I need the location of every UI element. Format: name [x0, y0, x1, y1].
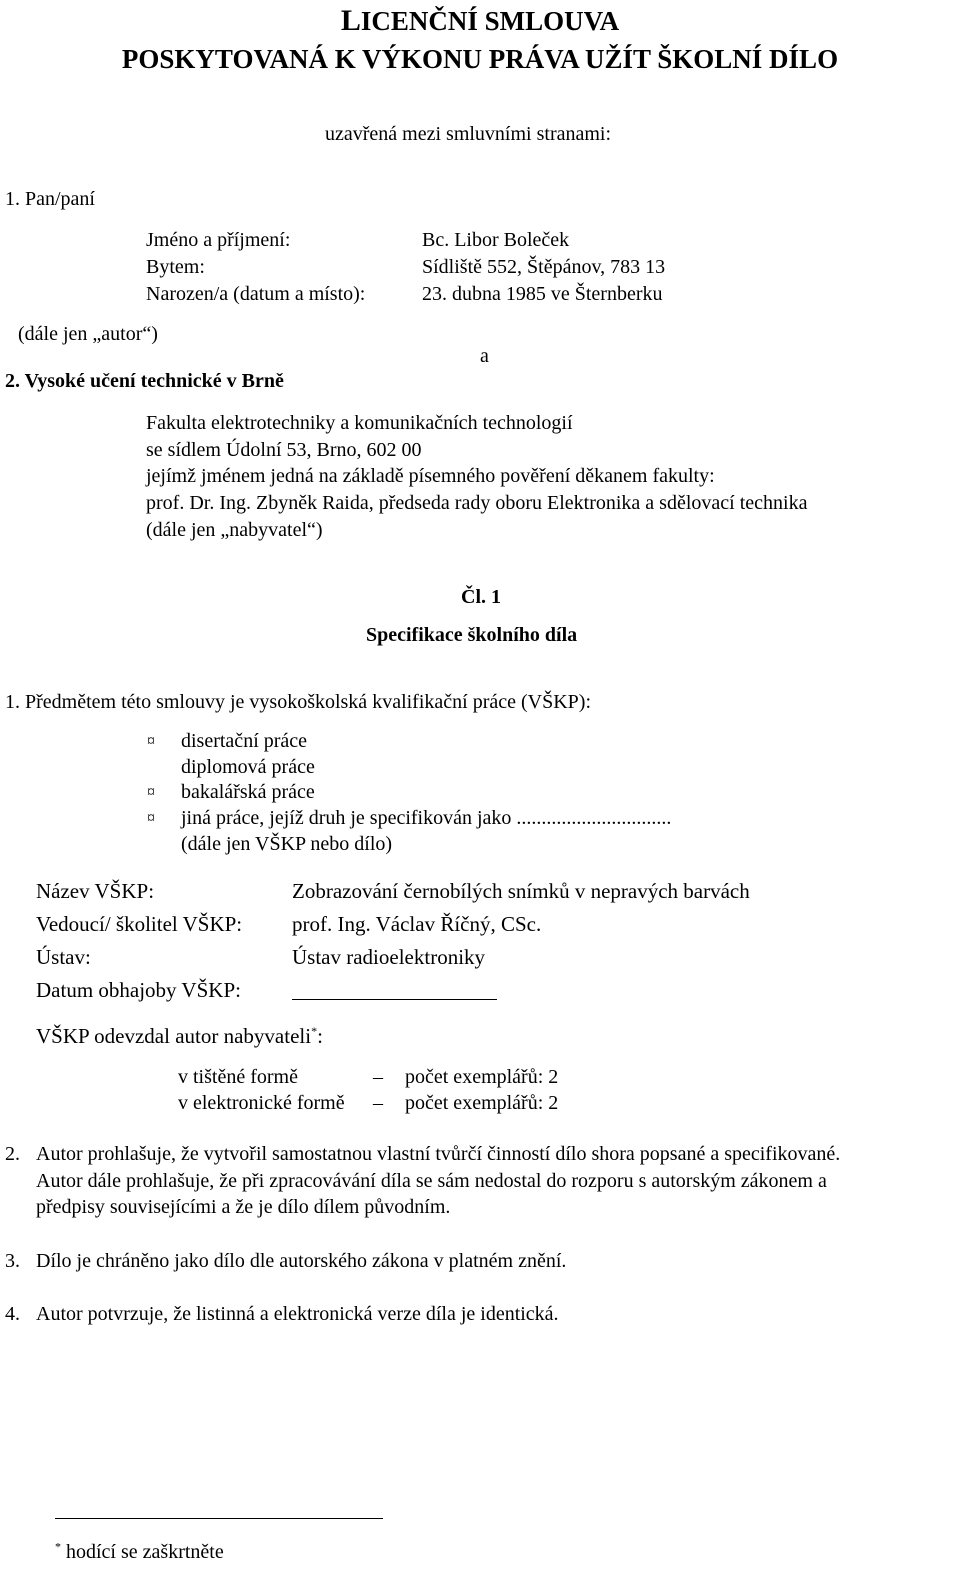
- party2-line: prof. Dr. Ing. Zbyněk Raida, předseda rady oboru Elektronika a sdělovací technika: [146, 492, 808, 514]
- handover-dash: –: [373, 1092, 383, 1114]
- party2-line: jejímž jménem jedná na základě písemného pověření děkanem fakulty:: [146, 465, 715, 487]
- detail-value: Ústav radioelektroniky: [292, 945, 486, 969]
- party2-line: se sídlem Údolní 53, Brno, 602 00: [146, 439, 422, 461]
- checkbox-bullet-icon[interactable]: ¤: [147, 733, 155, 750]
- point4-text: Autor potvrzuje, že listinná a elektronická verze díla je identická.: [36, 1303, 559, 1325]
- footnote-text: hodící se zaškrtněte: [66, 1541, 224, 1563]
- point2-number: 2.: [5, 1143, 20, 1165]
- detail-value: Zobrazování černobílých snímků v nepravých barvách: [292, 879, 750, 903]
- party2-heading: 2. Vysoké učení technické v Brně: [5, 370, 284, 392]
- title-initial: L: [340, 4, 361, 37]
- author-alias: (dále jen „autor“): [18, 323, 158, 345]
- handover-dash: –: [373, 1066, 383, 1088]
- date-blank-line[interactable]: [292, 999, 497, 1000]
- name-label: Jméno a příjmení:: [146, 229, 291, 251]
- point2-line: předpisy souvisejícími a že je dílo dílem původním.: [36, 1196, 451, 1218]
- handover-form: v tištěné formě: [178, 1066, 298, 1088]
- handover-form: v elektronické formě: [178, 1092, 345, 1114]
- party1-heading: 1. Pan/paní: [5, 188, 95, 210]
- detail-value: prof. Ing. Václav Říčný, CSc.: [292, 912, 542, 936]
- footnote-separator: [55, 1518, 383, 1519]
- address-value: Sídliště 552, Štěpánov, 783 13: [422, 256, 666, 278]
- work-alias: (dále jen VŠKP nebo dílo): [181, 833, 393, 855]
- intro-text: uzavřená mezi smluvními stranami:: [325, 123, 612, 145]
- detail-label: Vedoucí/ školitel VŠKP:: [36, 912, 243, 936]
- footnote: [55, 1539, 224, 1563]
- title-rest: ICENČNÍ SMLOUVA: [360, 6, 620, 36]
- point4-number: 4.: [5, 1303, 20, 1325]
- point1-text: 1. Předmětem této smlouvy je vysokoškolská kvalifikační práce (VŠKP):: [5, 691, 592, 713]
- detail-label: Ústav:: [36, 945, 91, 969]
- handover-colon: :: [317, 1024, 323, 1048]
- address-label: Bytem:: [146, 256, 205, 278]
- name-value: Bc. Libor Boleček: [422, 229, 570, 251]
- option-label: disertační práce: [181, 730, 308, 752]
- detail-label: Název VŠKP:: [36, 879, 155, 903]
- checkbox-bullet-icon[interactable]: ¤: [147, 810, 155, 827]
- article-number: Čl. 1: [461, 586, 501, 608]
- document-subtitle: POSKYTOVANÁ K VÝKONU PRÁVA UŽÍT ŠKOLNÍ DÍLO: [121, 44, 839, 74]
- option-label: jiná práce, jejíž druh je specifikován jako ...............................: [181, 807, 672, 829]
- point2-line: Autor prohlašuje, že vytvořil samostatnou vlastní tvůrčí činností dílo shora popsané a specifikované.: [36, 1143, 841, 1165]
- born-label: Narozen/a (datum a místo):: [146, 283, 366, 305]
- footnote-mark: *: [311, 1024, 318, 1038]
- party2-line: Fakulta elektrotechniky a komunikačních technologií: [146, 412, 573, 434]
- party2-line: (dále jen „nabyvatel“): [146, 519, 323, 541]
- point2-line: Autor dále prohlašuje, že při zpracovávání díla se sám nedostal do rozporu s autorským zákonem a: [36, 1170, 827, 1192]
- handover-count: počet exemplářů: 2: [405, 1066, 559, 1088]
- conjunction: a: [480, 345, 489, 367]
- document-title: [0, 6, 960, 36]
- point3-number: 3.: [5, 1250, 20, 1272]
- handover-label: [36, 1026, 323, 1047]
- option-label: bakalářská práce: [181, 781, 315, 803]
- checkbox-bullet-icon[interactable]: ¤: [147, 784, 155, 801]
- handover-text: VŠKP odevzdal autor nabyvateli: [36, 1024, 312, 1048]
- point3-text: Dílo je chráněno jako dílo dle autorského zákona v platném znění.: [36, 1250, 567, 1272]
- footnote-symbol: *: [55, 1539, 61, 1554]
- born-value: 23. dubna 1985 ve Šternberku: [422, 283, 663, 305]
- detail-label: Datum obhajoby VŠKP:: [36, 978, 241, 1002]
- article-title: Specifikace školního díla: [366, 624, 578, 646]
- option-label: diplomová práce: [181, 756, 315, 778]
- handover-count: počet exemplářů: 2: [405, 1092, 559, 1114]
